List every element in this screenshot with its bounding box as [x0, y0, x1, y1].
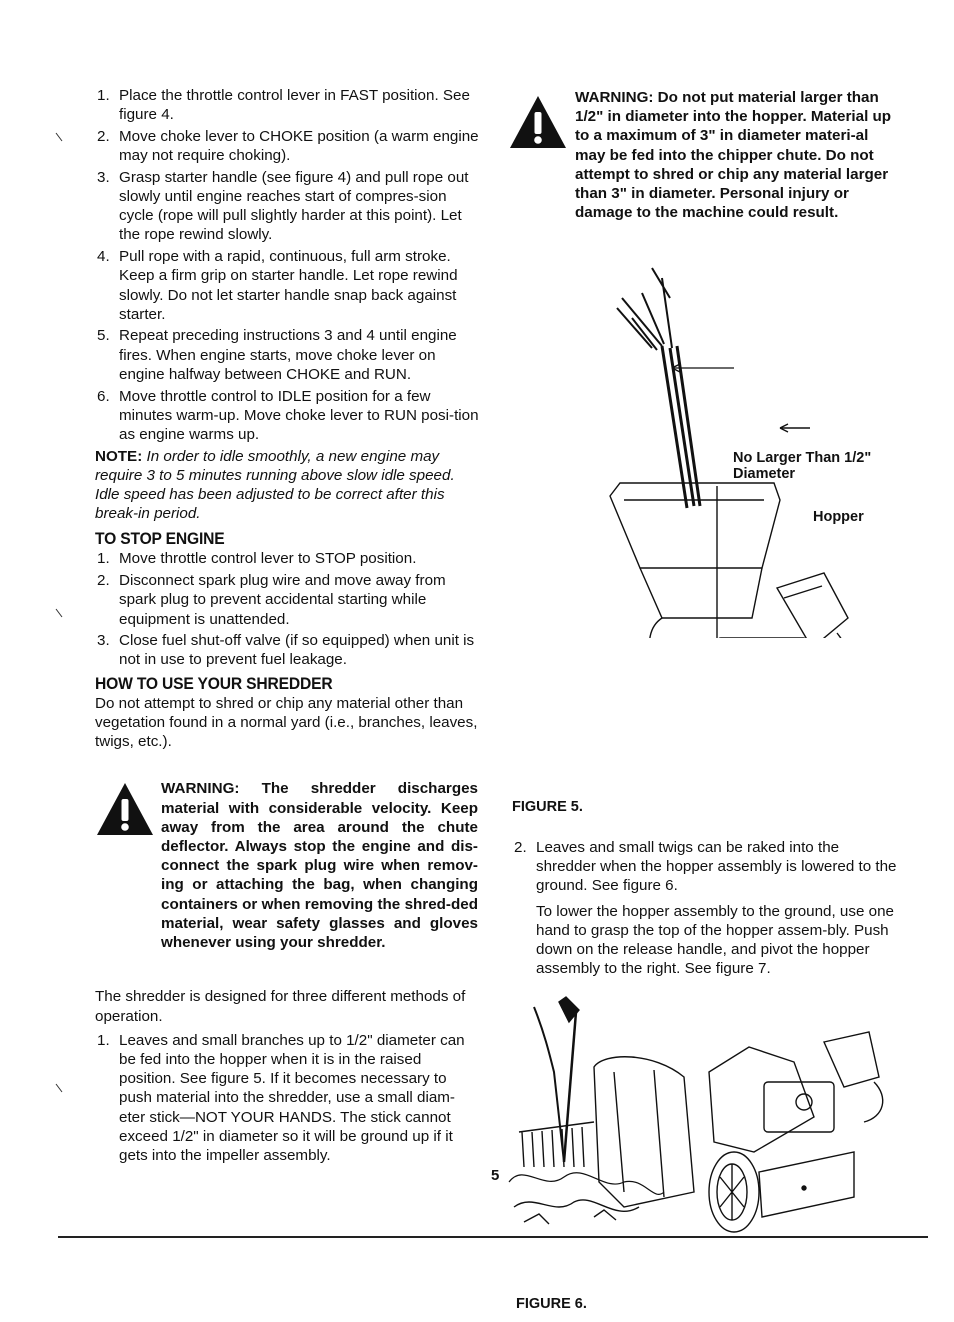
use-intro: Do not attempt to shred or chip any material other than vegetation found in a normal yard (i.e., branches, leaves, twigs, etc.).: [95, 694, 478, 751]
note: NOTE: In order to idle smoothly, a new engine may require 3 to 5 minutes running above slow idle speed. Idle speed has been adjusted to be correct after this break-in period.: [95, 447, 455, 523]
right-column: [512, 88, 898, 1322]
list-item: 2. Move choke lever to CHOKE position (a warm engine may not require choking).: [97, 127, 479, 165]
list-item: 5. Repeat preceding instructions 3 and 4 until engine fires. When engine starts, move choke lever on engine halfway between CHOKE and RUN.: [97, 327, 457, 383]
figure6-label: FIGURE 6.: [516, 1296, 587, 1313]
list-item: 4. Pull rope with a rapid, continuous, full arm stroke. Keep a firm grip on starter handle. Let rope rewind slowly. Do not let starter handle snap back against starter.: [97, 248, 458, 323]
warning-shredder-text: WARNING: The shredder discharges material with considerable velocity. Keep away from the area around the chute deflector. Always stop the engine and dis-connect the spark plug wire when remov-ing or attaching the bag, when changing containers or when removing the shred-ded material, wear safety glasses and gloves whenever using your shredder.: [161, 780, 478, 951]
margin-mark: [55, 1083, 63, 1093]
figure-6: [512, 992, 898, 1322]
warning-shredder-block: [95, 781, 479, 961]
warning-triangle-icon: [95, 781, 155, 837]
margin-mark: [55, 608, 63, 618]
how-to-use-heading: HOW TO USE YOUR SHREDDER: [95, 673, 333, 693]
list-item: 1. Move throttle control lever to STOP position.: [97, 550, 417, 568]
list-item: 6. Move throttle control to IDLE position for a few minutes warm-up. Move choke lever to RUN posi-tion as engine warms up.: [97, 387, 479, 443]
methods-intro: The shredder is designed for three different methods of operation.: [95, 988, 466, 1025]
list-item: 3. Grasp starter handle (see figure 4) and pull rope out slowly until engine reaches start of compres-sion cycle (rope will pull slightly harder at this point). Let the rope rewind slowly.: [97, 168, 469, 244]
bottom-rule: [58, 1236, 928, 1238]
method-steps-continued: [512, 838, 898, 978]
figure-5: [512, 238, 898, 815]
shredder-raised-hopper-illustration: [512, 238, 898, 638]
page-number: 5: [491, 1167, 500, 1184]
list-item: 1. Place the throttle control lever in FAST position. See figure 4.: [97, 87, 470, 124]
list-item: 1. Leaves and small branches up to 1/2" diameter can be fed into the hopper when it is in the raised position. See figure 5. If it becomes necessary to push material into the shredder, use a small diam-eter stick—NOT YOUR HANDS. The stick cannot exceed 1/2" in diameter so it will be ground up if it gets into the impeller assembly.: [97, 1031, 465, 1164]
figure5-label: FIGURE 5.: [512, 799, 583, 815]
stop-engine-heading: TO STOP ENGINE: [95, 529, 225, 549]
method-step-2: [512, 838, 898, 978]
margin-mark: [55, 132, 63, 142]
list-item: 2. Disconnect spark plug wire and move away from spark plug to prevent accidental starting while equipment is unattended.: [97, 572, 446, 628]
warning-material-block: [512, 88, 898, 228]
figure5-size-callout: No Larger Than 1/2" Diameter: [733, 450, 872, 482]
stop-steps: [95, 549, 479, 669]
figure5-hopper-callout: Hopper: [813, 509, 864, 525]
warning-material-text: WARNING: Do not put material larger than 1/2" in diameter into the hopper. Material up to a maximum of 3" in diameter materi-al may be fed into the chipper chute. Do not attempt to shred or chip any material larger than 3" in diameter. Personal injury or damage to the machine could result.: [575, 89, 892, 222]
list-item: 2. Leaves and small twigs can be raked into the shredder when the hopper assembly is lowered to the ground. See figure 6. To lower the hopper assembly to the ground, use one hand to grasp the top of the hopper assem-bly. Push down on the release handle, and pivot the hopper assembly to the right. See figure 7.: [514, 839, 897, 978]
list-item: 3. Close fuel shut-off valve (if so equipped) when unit is not in use to prevent fuel leakage.: [97, 632, 475, 669]
start-steps: [95, 86, 479, 444]
shredder-lowered-hopper-illustration: [504, 992, 894, 1282]
warning-triangle-icon: [508, 94, 568, 150]
method-steps: [95, 1031, 479, 1165]
left-column: [95, 86, 479, 1168]
